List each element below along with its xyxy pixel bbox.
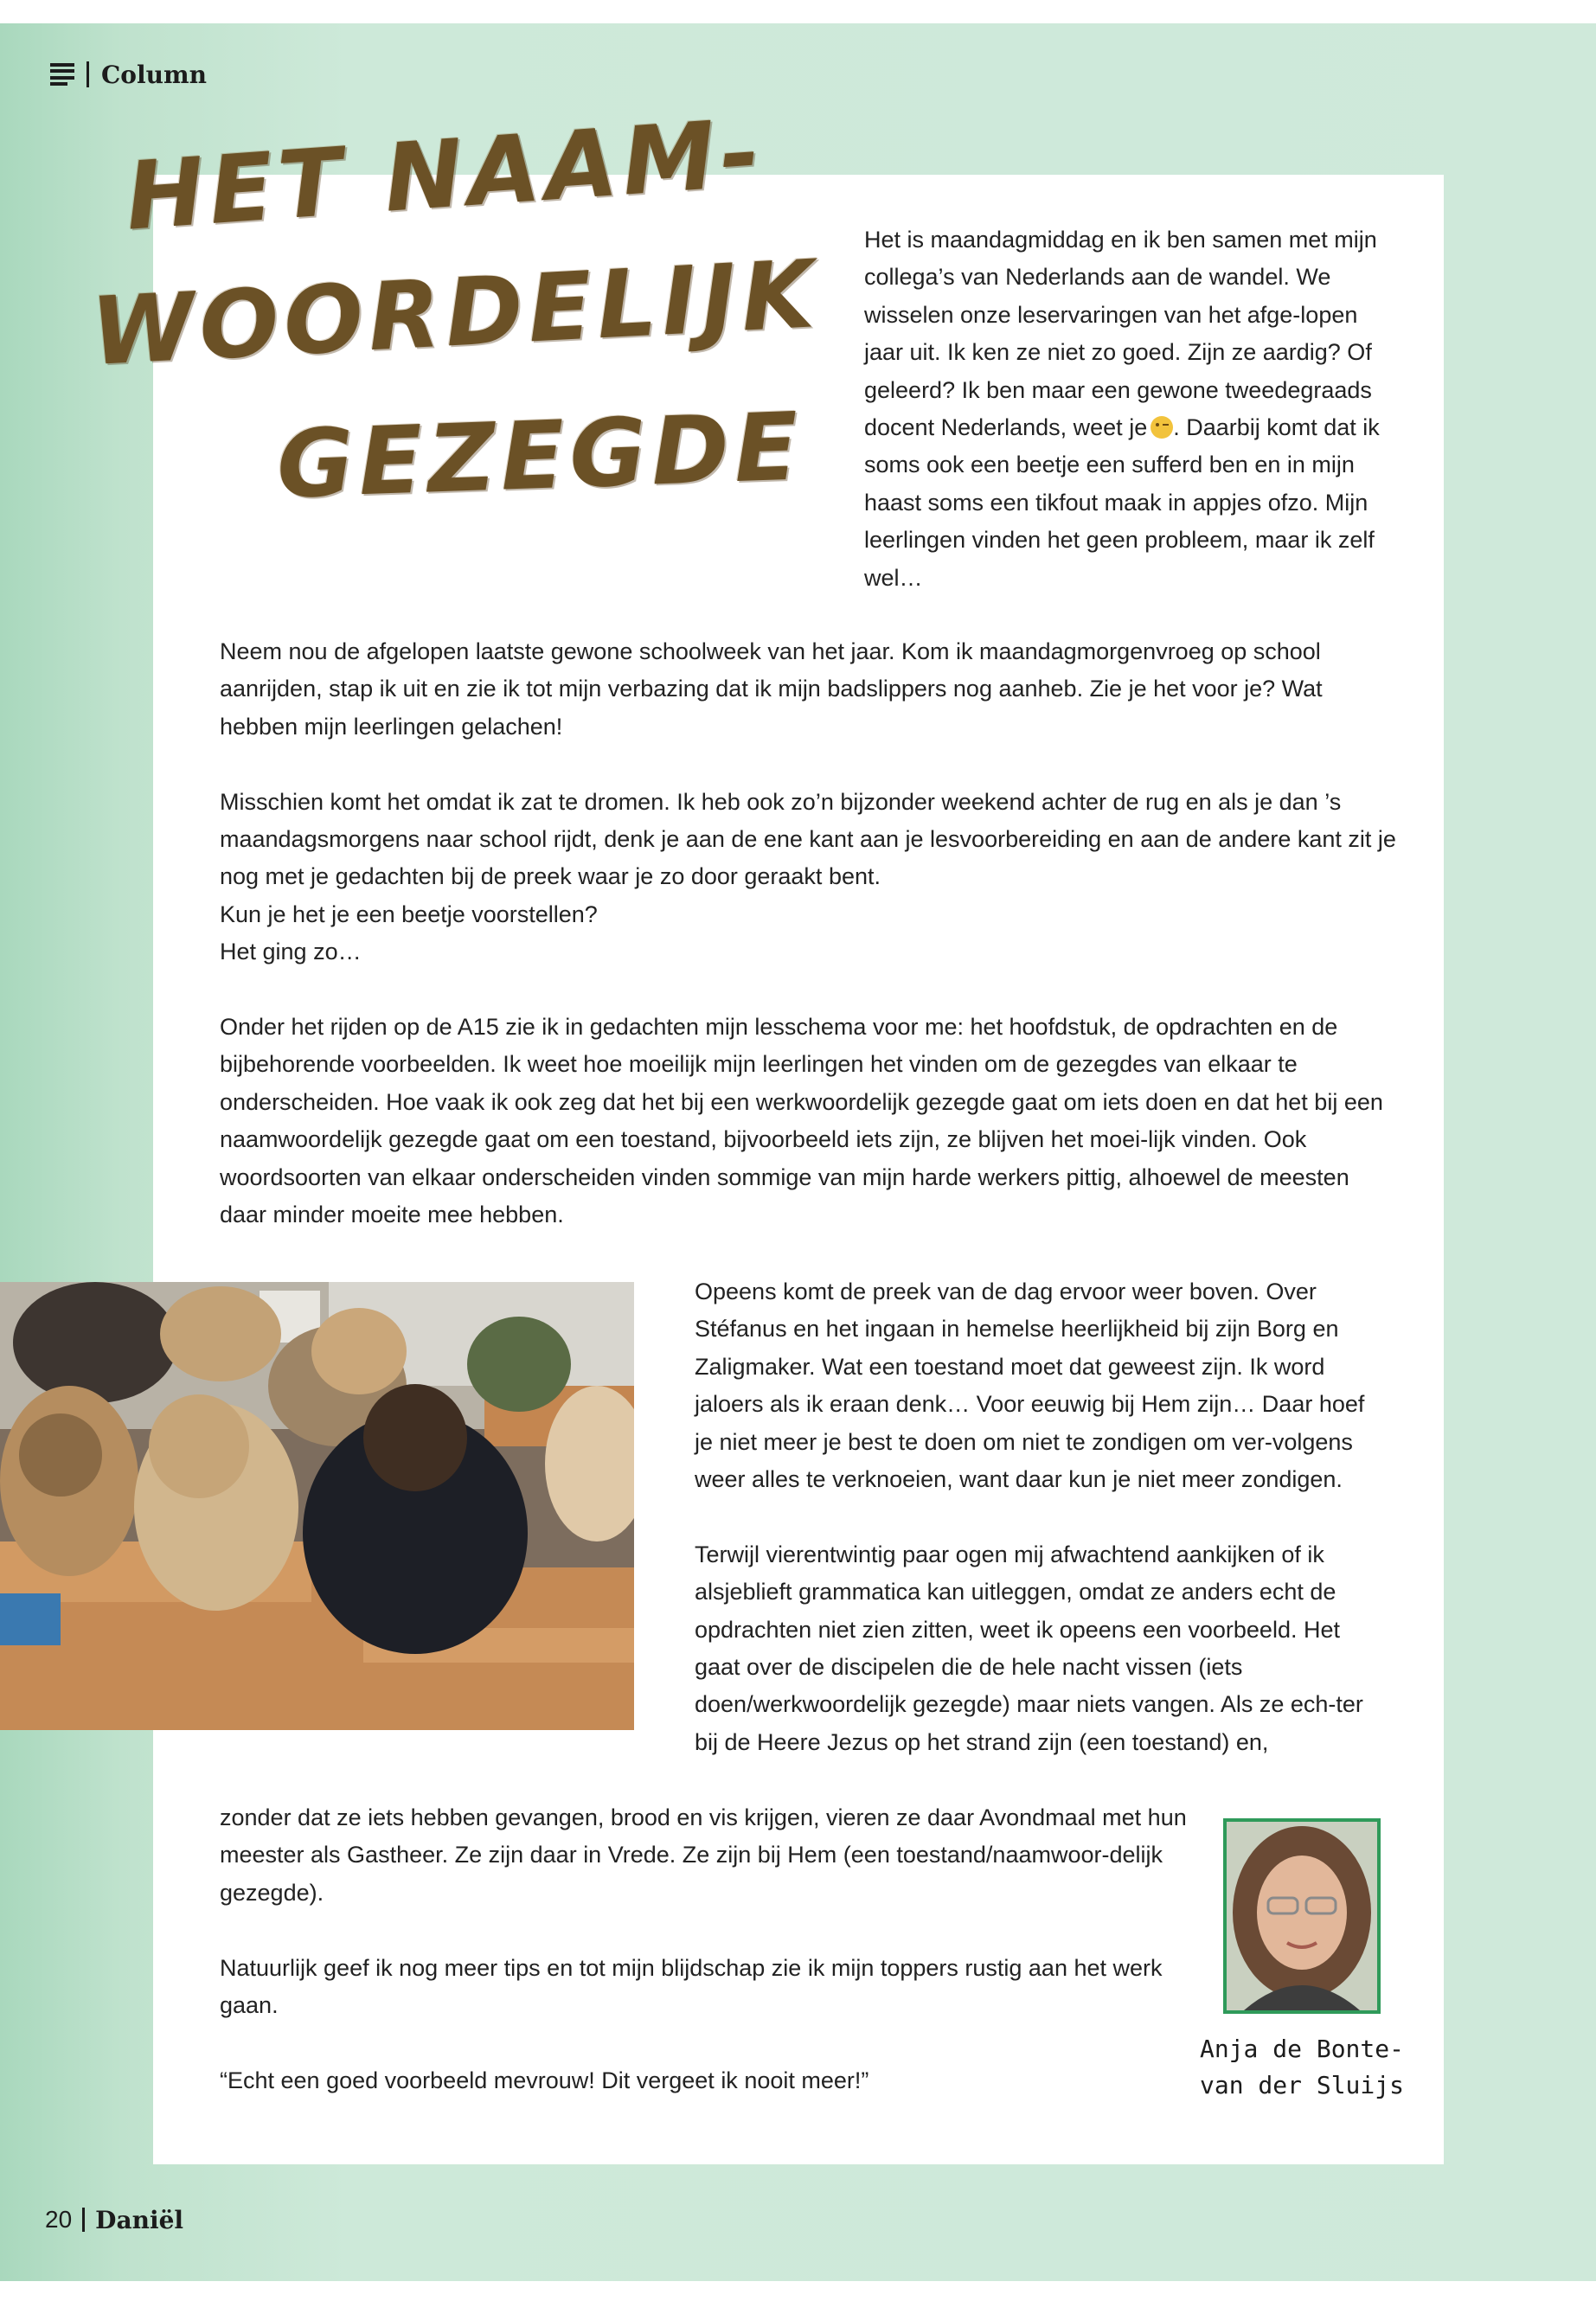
page-footer (45, 2204, 183, 2235)
author-portrait (1223, 1818, 1381, 2014)
intro-paragraph (864, 221, 1392, 597)
title-line-3: GEZEGDE (275, 393, 805, 520)
divider (87, 61, 89, 87)
paragraph: Onder het rijden op de A15 zie ik in gedachten mijn lesschema voor me: het hoofdstuk, de opdrachten en de bijbehorende voorbeelden. Ik weet hoe moeilijk mijn leerlingen het vinden om de gezegdes van elkaar te onderscheiden. Hoe vaak ik ook zeg dat het bij een werkwoordelijk gezegde gaat om iets doen en dat het bij een naamwoordelijk gezegde gaat om een toestand, bijvoorbeeld iets zijn, ze blijven het moei-lijk vinden. Ook woordsoorten van elkaar onderscheiden vinden sommige van mijn harde werkers pittig, alhoewel de meesten daar minder moeite mee hebben. (220, 1014, 1383, 1228)
section-header (50, 57, 207, 92)
paragraph: Terwijl vierentwintig paar ogen mij afwachtend aankijken of ik alsjeblieft grammatica kan uitleggen, omdat ze anders echt de opdrachten niet zien zitten, weet ik opeens een voorbeeld. Het gaat over de discipelen die de hele nacht vissen (iets doen/werkwoordelijk gezegde) maar niets vangen. Als ze ech-ter bij de Heere Jezus op het strand zijn (een toestand) en, (695, 1541, 1363, 1755)
paragraph: “Echt een goed voorbeeld mevrouw! Dit vergeet ik nooit meer!” (220, 2067, 869, 2093)
paragraph: Kun je het je een beetje voorstellen? (220, 901, 598, 927)
intro-text: Het is maandagmiddag en ik ben samen met mijn collega’s van Nederlands aan de wandel. We wisselen onze leservaringen van het afge-lopen jaar uit. Ik ken ze niet zo goed. Zijn ze aardig? Of geleerd? Ik ben maar een gewone tweedegraads docent Nederlands, weet je (864, 227, 1377, 441)
bottom-body (220, 1799, 1206, 2099)
classroom-photo (0, 1282, 634, 1730)
article-title (82, 99, 843, 571)
paragraph: Opeens komt de preek van de dag ervoor weer boven. Over Stéfanus en het ingaan in hemelse heerlijkheid bij zijn Borg en Zaligmaker. Wat een toestand moet dat geweest zijn. Ik word jaloers als ik eraan denk… Voor eeuwig bij Hem zijn… Daar hoef je niet meer je best te doen om niet te zondigen om ver-volgens weer alles te verknoeien, want daar kun je niet meer zondigen. (695, 1279, 1365, 1493)
page-number: 20 (45, 2206, 73, 2233)
author-name: Anja de Bonte- van der Sluijs (1199, 2035, 1404, 2099)
right-column (695, 1273, 1387, 1761)
title-line-2: WOORDELIJK (88, 240, 822, 387)
paragraph: Misschien komt het omdat ik zat te dromen. Ik heb ook zo’n bijzonder weekend achter de rug en als je dan ’s maandagsmorgens naar school rijdt, denk je aan de ene kant aan je lesvoorbereiding en aan de andere kant zit je nog met je gedachten bij de preek waar je zo door geraakt bent. (220, 788, 1396, 890)
title-line-1: HET NAAM- (122, 99, 768, 252)
magazine-name: Daniël (95, 2205, 184, 2234)
paragraph: Het ging zo… (220, 939, 362, 965)
text-lines-icon (50, 63, 74, 86)
paragraph: Neem nou de afgelopen laatste gewone schoolweek van het jaar. Kom ik maandagmorgenvroeg op school aanrijden, stap ik uit en zie ik tot mijn verbazing dat ik mijn badslippers nog aanheb. Zie je het voor je? Wat hebben mijn leerlingen gelachen! (220, 638, 1323, 740)
paragraph: Natuurlijk geef ik nog meer tips en tot mijn blijdschap zie ik mijn toppers rustig aan het werk gaan. (220, 1954, 1163, 2019)
section-label: Column (101, 60, 207, 89)
divider (82, 2208, 85, 2232)
paragraph: zonder dat ze iets hebben gevangen, brood en vis krijgen, vieren ze daar Avondmaal met hun meester als Gastheer. Ze zijn daar in Vrede. Ze zijn bij Hem (een toestand/naamwoor-delijk gezegde). (220, 1804, 1187, 1906)
main-body (220, 633, 1396, 1234)
winking-face-icon (1151, 416, 1173, 439)
intro-text-end: . Daarbij komt dat ik soms ook een beetje een sufferd ben en in mijn haast soms een tikfout maak in appjes ofzo. Mijn leerlingen vinden het geen probleem, maar ik zelf wel… (864, 414, 1380, 591)
